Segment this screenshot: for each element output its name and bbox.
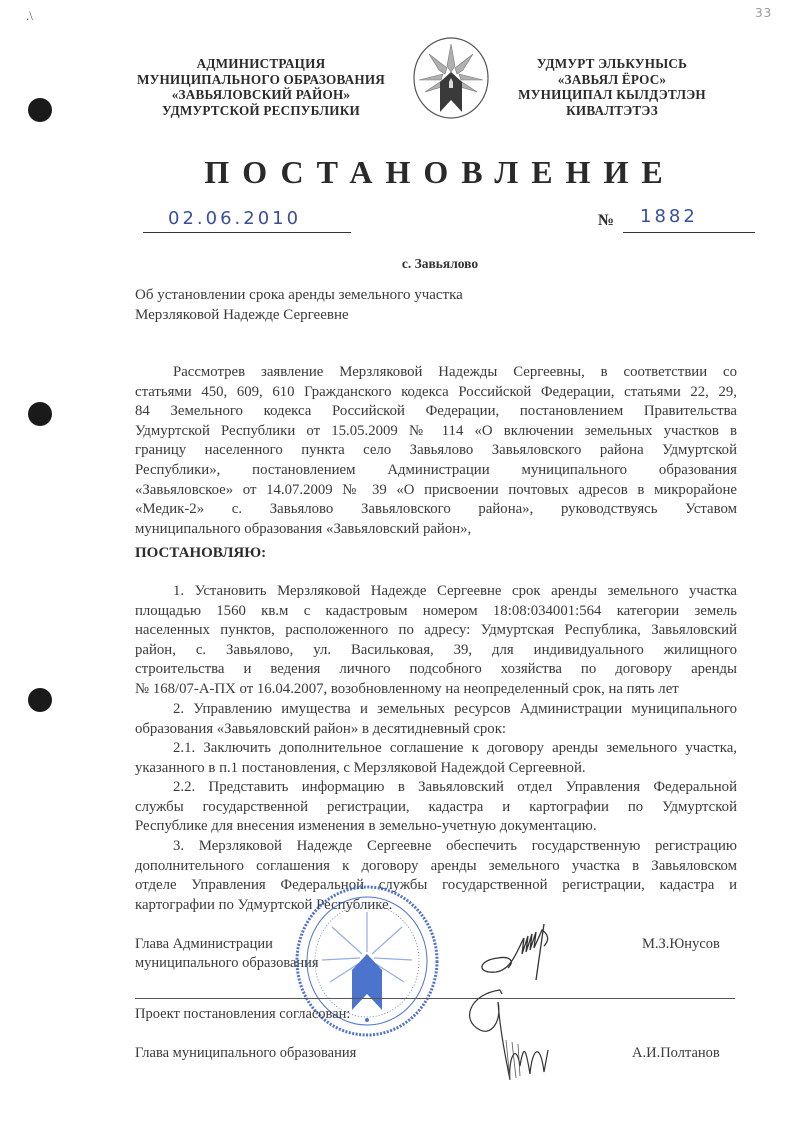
text-line: 2.2. Представить информацию в Завьяловский отдел Управления Федеральной [173,779,737,795]
text-line: «Медик-2» с. Завьялово Завьяловского района», руководствуясь Уставом [135,501,737,518]
text-line: картографии по Удмуртской Республике. [135,896,393,913]
separator-line [135,998,735,999]
header-right-line: «ЗАВЬЯЛ ЁРОС» [557,71,667,87]
scan-mark: .\ [26,8,33,23]
header-right-line: КИВАЛТЭТЭЗ [566,102,658,118]
head-title-line: муниципального образования [135,955,319,971]
text-line: Республики», постановлением Администрации муниципального образования [135,461,737,478]
text-line: границу населенного пункта село Завьялово Завьяловского района Удмуртской [135,442,737,459]
header-right-line: УДМУРТ ЭЛЬКУНЫСЬ [536,56,688,71]
text-line: 3. Мерзляковой Надежде Сергеевне обеспечить государственную регистрацию [173,838,737,854]
text-line: населенных пунктов, расположенного по адресу: Удмуртская Республика, Завьяловский [135,622,737,639]
hole-punch [28,688,52,712]
text-line: статьями 450, 609, 610 Гражданского кодекса Российской Федерации, статьями 22, 29, [135,383,737,400]
head-name: М.З.Юнусов [642,936,720,952]
place-of-issue: с. Завьялово [401,256,479,271]
text-line: № 168/07-А-ПХ от 16.04.2007, возобновленному на неопределенный срок, на пять лет [135,680,679,697]
decree-heading: ПОСТАНОВЛЯЮ: [135,545,267,561]
header-left-line: УДМУРТСКОЙ РЕСПУБЛИКИ [162,102,360,118]
header-left-line: АДМИНИСТРАЦИЯ [196,56,326,71]
text-line: строительства и ведения личного подсобного хозяйства по договору аренды [135,661,737,678]
subject-line: Об установлении срока аренды земельного участка [135,287,463,303]
document-subject [135,286,463,325]
header-left-line: МУНИЦИПАЛЬНОГО ОБРАЗОВАНИЯ [136,71,386,87]
decree-item-2-2 [135,778,737,837]
date-underline [143,232,351,233]
header-left-block [130,56,392,118]
header-right-block [512,56,712,118]
text-line: образования «Завьяловский район» в десятидневный срок: [135,720,506,737]
approval-note: Проект постановления согласован: [135,1006,351,1022]
preamble-paragraph [135,363,737,539]
number-label: № [598,212,615,229]
text-line: «Завьяловское» от 14.07.2009 № 39 «О присвоении почтовых адресов в микрорайоне [135,481,737,498]
document-number: 1882 [640,206,698,227]
text-line: дополнительного соглашения к договору аренды земельного участка в Завьяловском [135,857,737,874]
decree-item-2 [135,700,737,739]
text-line: 84 Земельного кодекса Российской Федерации, постановлением Правительства [135,403,737,420]
number-underline [623,232,755,233]
signature-poltanov-icon [440,980,570,1090]
text-line: Республике для внесения изменения в земельно-учетную документацию. [135,818,597,835]
text-line: площадью 1560 кв.м с кадастровым номером 18:08:034001:564 категории земель [135,602,737,619]
text-line: службы государственной регистрации, кадастра и картографии по Удмуртской [135,798,737,815]
mo-head-title: Глава муниципального образования [135,1045,357,1061]
text-line: Рассмотрев заявление Мерзляковой Надежды Сергеевны, в соответствии со [173,364,737,380]
text-line: отделе Управления Федеральной службы государственной регистрации, кадастра и [135,877,737,894]
document-title: ПОСТАНОВЛЕНИЕ [204,154,676,190]
mo-head-name: А.И.Полтанов [632,1045,720,1061]
page-number: 33 [755,6,773,20]
signature-yunusov-icon [468,918,558,986]
head-title-line: Глава Администрации [135,936,273,952]
document-date: 02.06.2010 [168,208,302,229]
text-line: указанного в п.1 постановления, с Мерзляковой Надеждой Сергеевной. [135,759,586,776]
text-line: 1. Установить Мерзляковой Надежде Сергеевне срок аренды земельного участка [173,583,737,599]
text-line: муниципального образования «Завьяловский район», [135,520,472,537]
subject-line: Мерзляковой Надежде Сергеевне [135,306,349,323]
text-line: 2. Управлению имущества и земельных ресурсов Администрации муниципального [173,701,737,717]
coat-of-arms-emblem-icon [411,36,491,120]
decree-item-2-1 [135,739,737,778]
text-line: район, с. Завьялово, ул. Васильковая, 39, для индивидуального жилищного [135,641,737,658]
hole-punch [28,98,52,122]
hole-punch [28,402,52,426]
header-right-line: МУНИЦИПАЛ КЫЛДЭТЛЭН [518,87,706,102]
header-left-line: «ЗАВЬЯЛОВСКИЙ РАЙОН» [171,87,351,102]
text-line: 2.1. Заключить дополнительное соглашение к договору аренды земельного участка, [173,740,737,756]
decree-item-1 [135,582,737,700]
text-line: Удмуртской Республики от 15.05.2009 № 114 «О включении земельных участков в [135,422,737,439]
